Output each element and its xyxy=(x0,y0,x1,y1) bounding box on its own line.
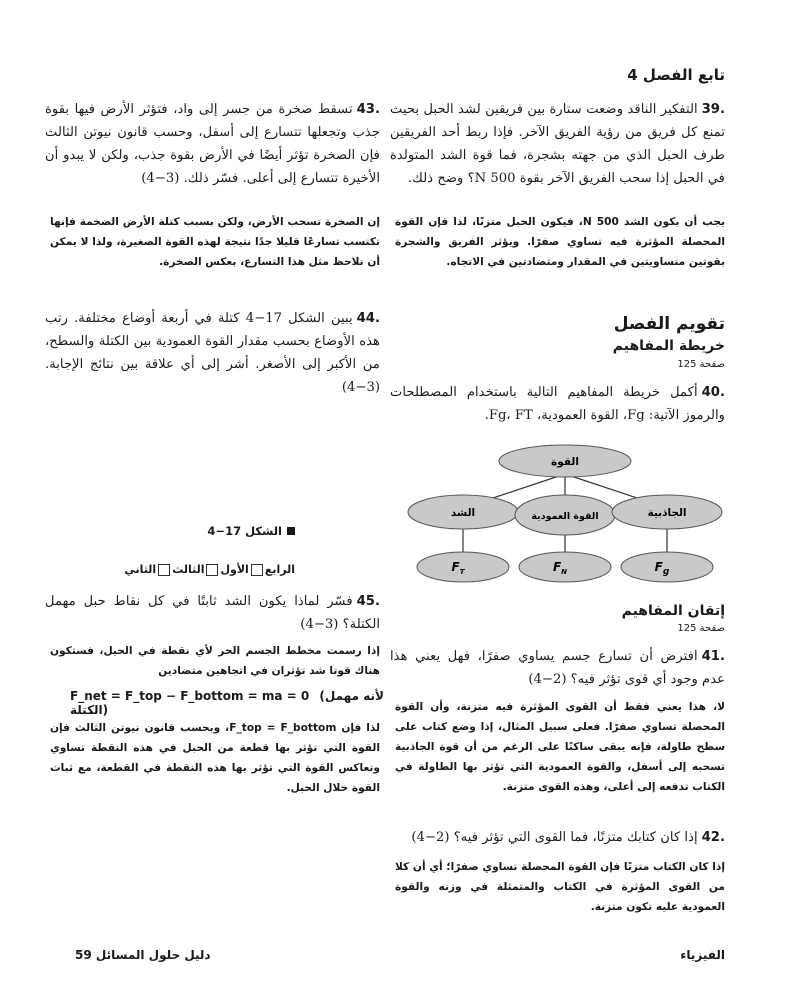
choice-first: الأول xyxy=(220,563,249,576)
footer-page: دليل حلول المسائل 59 xyxy=(75,948,211,962)
question-39 xyxy=(390,98,725,190)
chapter-title: تابع الفصل 4 xyxy=(627,66,725,84)
answer-43: إن الصخرة تسحب الأرض، ولكن بسبب كتلة الأرض الضخمة فإنها تكتسب تسارعًا قليلا جدًا نتيجة لهذه القوة الصغيرة، ولذا لا يمكن أن نلاحظ مثل هذا التسارع، بعكس الصخرة. xyxy=(50,216,380,268)
checkbox xyxy=(251,564,263,576)
question-43 xyxy=(45,98,380,190)
choice-second: الثاني xyxy=(124,563,157,576)
caption-marker xyxy=(287,527,295,535)
question-45 xyxy=(45,590,380,636)
footer-subject: الفيزياء xyxy=(680,948,725,962)
question-number: .39 xyxy=(701,102,725,117)
checkbox xyxy=(158,564,170,576)
concept-node-tension-label: الشد xyxy=(450,507,476,519)
question-number: .44 xyxy=(356,311,380,326)
concept-node-normal-label: القوة العمودية xyxy=(531,511,599,522)
concept-node-fn-label: $F_N$ xyxy=(552,560,568,576)
concept-map-title: خريطة المفاهيم xyxy=(612,338,725,354)
answer-41: لا، هذا يعني فقط أن القوى المؤثرة فيه متزنة، وأن القوة المحصلة تساوي صفرًا. فعلى سبيل المثال، إذا وضع كتاب على سطح طاولة، فإنه يبقى ساكنًا على الرغم من أن قوة الجاذبية تسحبه إلى أسفل، والقوة العمودية التي تؤثر بها الطاولة في الكتاب تدفعه إلى أعلى، وهذه القوى متزنة. xyxy=(395,701,725,793)
question-40 xyxy=(390,381,725,427)
question-44 xyxy=(45,307,380,399)
answer-45-part2: لذا فإن F_top = F_bottom، وبحسب قانون نيوتن الثالث فإن القوة التي تؤثر بها قطعة من الحبل في هذه النقطة تساوي وتعاكس القوة التي تؤثر بها هذه النقطة في القطعة، مع ثبات القوة خلال الحبل. xyxy=(50,722,381,794)
concept-node-ft-label: $F_T$ xyxy=(451,560,465,576)
question-text: التفكير الناقد وضعت ستارة بين فريقين لشد الحبل بحيث تمنع كل فريق من رؤية الفريق الآخر. فإذا ربط أحد الفريقين طرف الحبل الذي من جهته بشجرة، فما قوة الشد المتولدة في الحبل إذا سحب الفريق الآخر بقوة N 500؟ وضح ذلك. xyxy=(390,102,725,186)
concept-node-fg-label: $F_g$ xyxy=(654,560,670,577)
concept-node-ft xyxy=(417,552,509,582)
question-42 xyxy=(390,826,725,849)
checkbox xyxy=(206,564,218,576)
figure-caption-text: الشكل 17−4 xyxy=(207,524,282,538)
question-text: أكمل خريطة المفاهيم التالية باستخدام المصطلحات والرموز الآتية: Fg، القوة العمودية، Fg، FT. xyxy=(390,385,725,423)
mastery-title: إتقان المفاهيم xyxy=(621,603,725,619)
question-number: .43 xyxy=(356,102,380,117)
mastery-page: صفحة 125 xyxy=(677,623,725,634)
question-text: يبين الشكل 17−4 كتلة في أربعة أوضاع مختلفة. رتب هذه الأوضاع بحسب مقدار القوة العمودية بين الكتلة والسطح، من الأكبر إلى الأصغر. أشر إلى أي علاقة بين نتائج الإجابة. (3−4) xyxy=(45,311,380,395)
question-number: .41 xyxy=(701,649,725,664)
section-title-review: تقويم الفصل xyxy=(613,314,725,334)
question-text: إذا كان كتابك متزنًا، فما القوى التي تؤثر فيه؟ (2−4) xyxy=(411,830,698,845)
concept-node-gravity-label: الجاذبية xyxy=(647,507,687,519)
question-41 xyxy=(390,645,725,691)
equation: F_net = F_top − F_bottom = ma = 0 xyxy=(70,689,310,703)
question-text: افترض أن تسارع جسم يساوي صفرًا، فهل يعني هذا عدم وجود أي قوى تؤثر فيه؟ (2−4) xyxy=(390,649,725,687)
question-text: تسقط صخرة من جسر إلى واد، فتؤثر الأرض فيها بقوة جذب وتجعلها تتسارع إلى أسفل، وحسب قانون نيوتن الثالث فإن الصخرة تؤثر أيضًا في الأرض بقوة جذب، ولكن لا يبدو أن الأخيرة تتسارع إلى أعلى. فسّر ذلك. (3−4) xyxy=(45,102,380,186)
question-number: .42 xyxy=(701,830,725,845)
question-number: .45 xyxy=(356,594,380,609)
choice-fourth: الرابع xyxy=(264,563,295,576)
answer-45-part1: إذا رسمت مخطط الجسم الحر لأي نقطة في الحبل، فستكون هناك قوتا شد تؤثران في اتجاهين متضادين xyxy=(50,645,380,677)
question-number: .40 xyxy=(701,385,725,400)
choice-third: الثالث xyxy=(172,563,205,576)
figure-choices xyxy=(124,563,295,576)
question-text: فسّر لماذا يكون الشد ثابتًا في كل نقاط حبل مهمل الكتلة؟ (3−4) xyxy=(45,594,380,632)
figure-caption xyxy=(207,524,295,538)
equation-line xyxy=(70,689,390,717)
answer-39: يجب أن يكون الشد N 500، فيكون الحبل متزنًا، لذا فإن القوة المحصلة المؤثرة فيه تساوي صفرًا. ويؤثر الفريق والشجرة بقوتين متساويتين في المقدار ومتضادتين في الاتجاه. xyxy=(395,216,725,268)
concept-node-force-label: القوة xyxy=(551,456,579,468)
concept-node-fn xyxy=(519,552,611,582)
equation-note: (لأنه مهمل الكتلة) xyxy=(70,689,384,717)
concept-map-page: صفحة 125 xyxy=(677,359,725,370)
answer-42: إذا كان الكتاب متزنًا فإن القوة المحصلة تساوي صفرًا؛ أي أن كلا من القوى المؤثرة في الكتاب والمتمثلة في وزنه والقوة العمودية عليه تكون متزنة. xyxy=(395,861,725,913)
concept-map xyxy=(400,440,730,590)
